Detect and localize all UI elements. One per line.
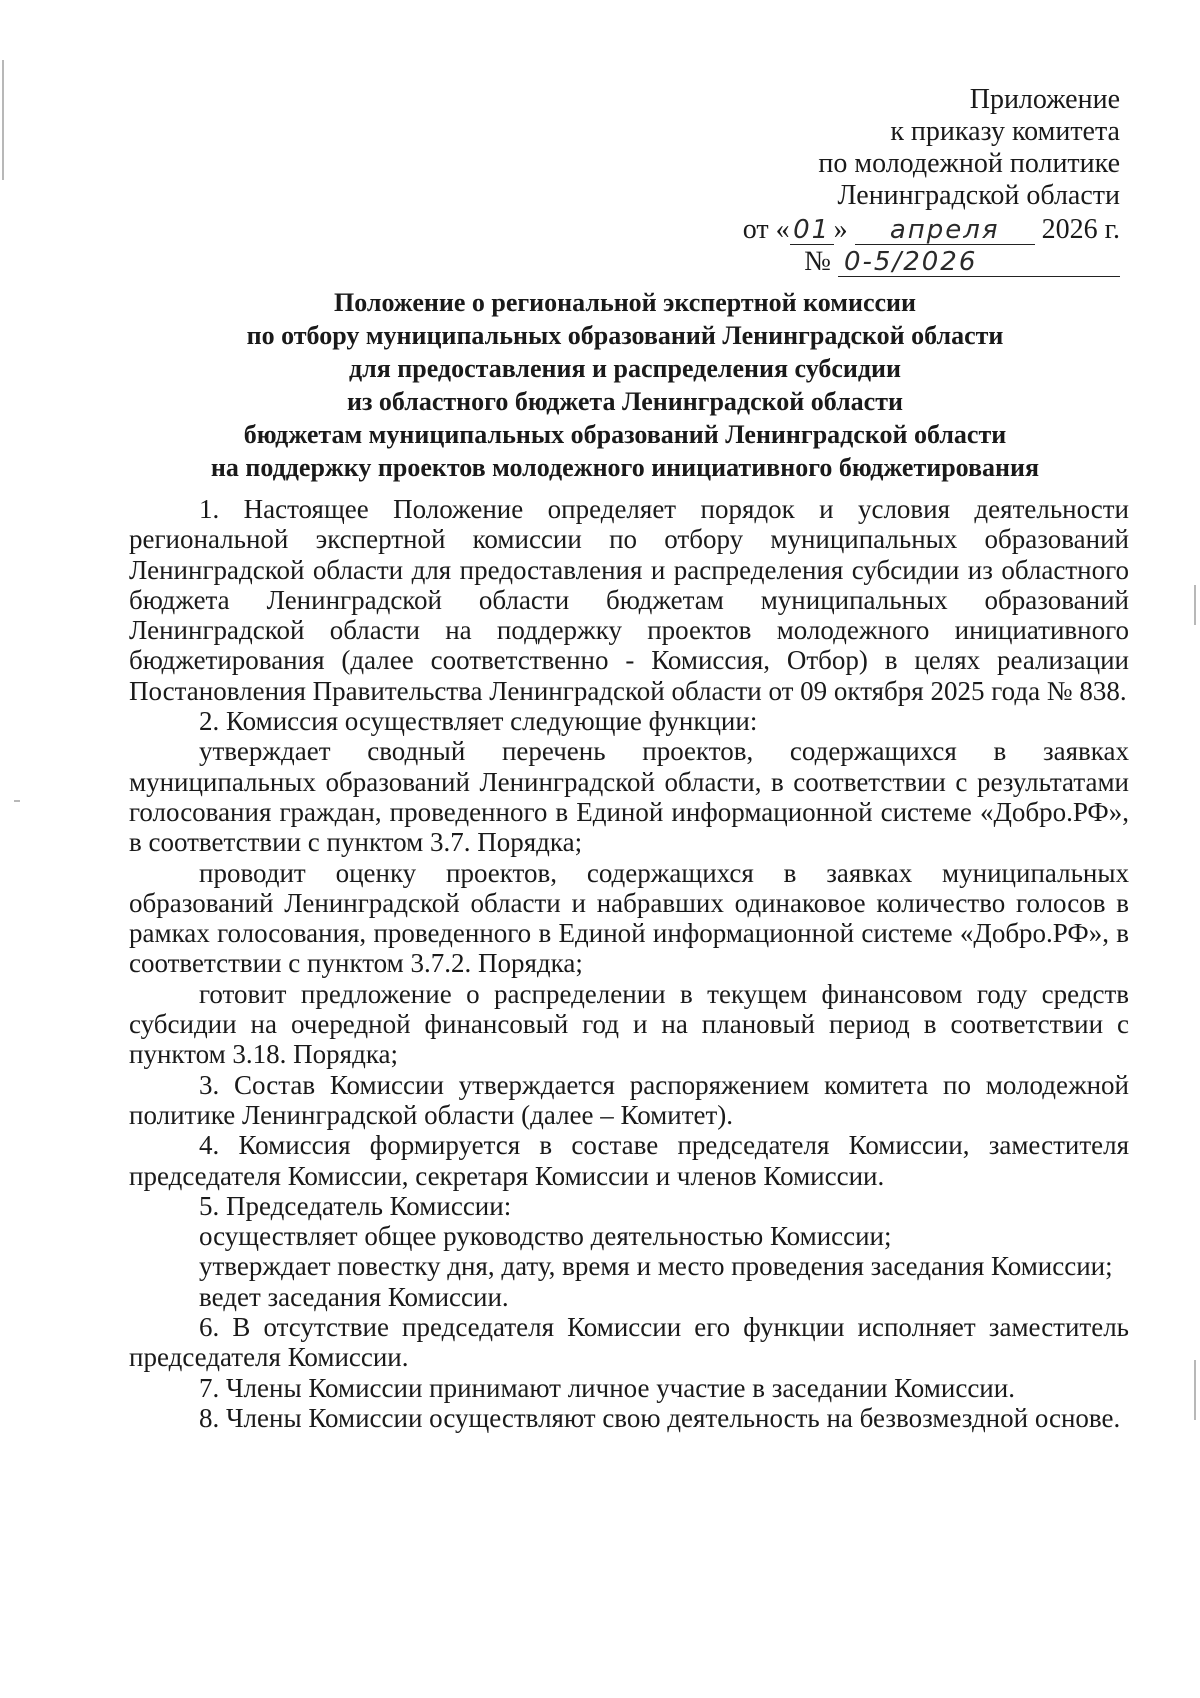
number-prefix: № (804, 246, 831, 277)
date-prefix: от « (742, 214, 790, 245)
attachment-line-1: Приложение (969, 84, 1120, 115)
order-date (660, 214, 1120, 246)
attachment-header (660, 84, 1120, 278)
handwritten-month: апреля (855, 216, 1035, 245)
paragraph-2-item-1: утверждает сводный перечень проектов, содержащихся в заявках муниципальных образований Ленинградской области, в соответствии с результатами голосования граждан, проведенного в Единой информационной системе «Добро.РФ», в соответствии с пунктом 3.7. Порядка; (129, 736, 1129, 858)
paragraph-5-item-2: утверждает повестку дня, дату, время и место проведения заседания Комиссии; (199, 1251, 1113, 1282)
title-line-5: бюджетам муниципальных образований Ленинградской области (243, 420, 1007, 449)
title-line-6: на поддержку проектов молодежного инициативного бюджетирования (210, 453, 1040, 482)
attachment-line-3: по молодежной политике (818, 148, 1120, 179)
document-body (129, 494, 1129, 1433)
title-line-1: Положение о региональной экспертной комиссии (333, 288, 917, 317)
title-line-4: из областного бюджета Ленинградской области (347, 387, 903, 416)
paragraph-4: 4. Комиссия формируется в составе председателя Комиссии, заместителя председателя Комиссии, секретаря Комиссии и членов Комиссии. (129, 1130, 1129, 1191)
paragraph-5-item-1: осуществляет общее руководство деятельностью Комиссии; (199, 1221, 892, 1252)
title-line-2: по отбору муниципальных образований Ленинградской области (246, 321, 1004, 350)
handwritten-day: 01 (790, 216, 834, 245)
paragraph-1: 1. Настоящее Положение определяет порядок и условия деятельности региональной экспертной комиссии по отбору муниципальных образований Ленинградской области для предоставления и распределения субсидии из областного бюджета Ленинградской области бюджетам муниципальных образований Ленинградской области на поддержку проектов молодежного инициативного бюджетирования (далее соответственно - Комиссия, Отбор) в целях реализации Постановления Правительства Ленинградской области от 09 октября 2025 года № 838. (129, 494, 1129, 706)
attachment-line-4: Ленинградской области (837, 180, 1120, 211)
title-line-3: для предоставления и распределения субсидии (348, 354, 902, 383)
paragraph-8: 8. Члены Комиссии осуществляют свою деятельность на безвозмездной основе. (199, 1402, 1121, 1433)
paragraph-2: 2. Комиссия осуществляет следующие функции: (199, 706, 758, 737)
paragraph-5: 5. Председатель Комиссии: (199, 1190, 512, 1221)
date-mid: » (833, 214, 848, 245)
order-number (660, 246, 1120, 278)
scan-edge-mark (2, 60, 4, 180)
attachment-line-2: к приказу комитета (890, 116, 1120, 147)
paragraph-6: 6. В отсутствие председателя Комиссии его функции исполняет заместитель председателя Комиссии. (129, 1312, 1129, 1373)
scan-edge-mark (1194, 585, 1196, 625)
paragraph-2-item-3: готовит предложение о распределении в текущем финансовом году средств субсидии на очередной финансовый год и на плановый период в соответствии с пунктом 3.18. Порядка; (129, 978, 1129, 1070)
handwritten-number: 0-5/2026 (838, 248, 1120, 277)
date-year: 2026 г. (1041, 214, 1120, 245)
scan-edge-mark (14, 800, 20, 802)
scan-edge-mark (1194, 1360, 1196, 1420)
paragraph-3: 3. Состав Комиссии утверждается распоряжением комитета по молодежной политике Ленинградской области (далее – Комитет). (129, 1069, 1129, 1130)
paragraph-5-item-3: ведет заседания Комиссии. (199, 1281, 509, 1312)
paragraph-7: 7. Члены Комиссии принимают личное участие в заседании Комиссии. (199, 1372, 1015, 1403)
document-title (120, 286, 1130, 484)
paragraph-2-item-2: проводит оценку проектов, содержащихся в заявках муниципальных образований Ленинградской области и набравших одинаковое количество голосов в рамках голосования, проведенного в Единой информационной системе «Добро.РФ», в соответствии с пунктом 3.7.2. Порядка; (129, 857, 1129, 979)
